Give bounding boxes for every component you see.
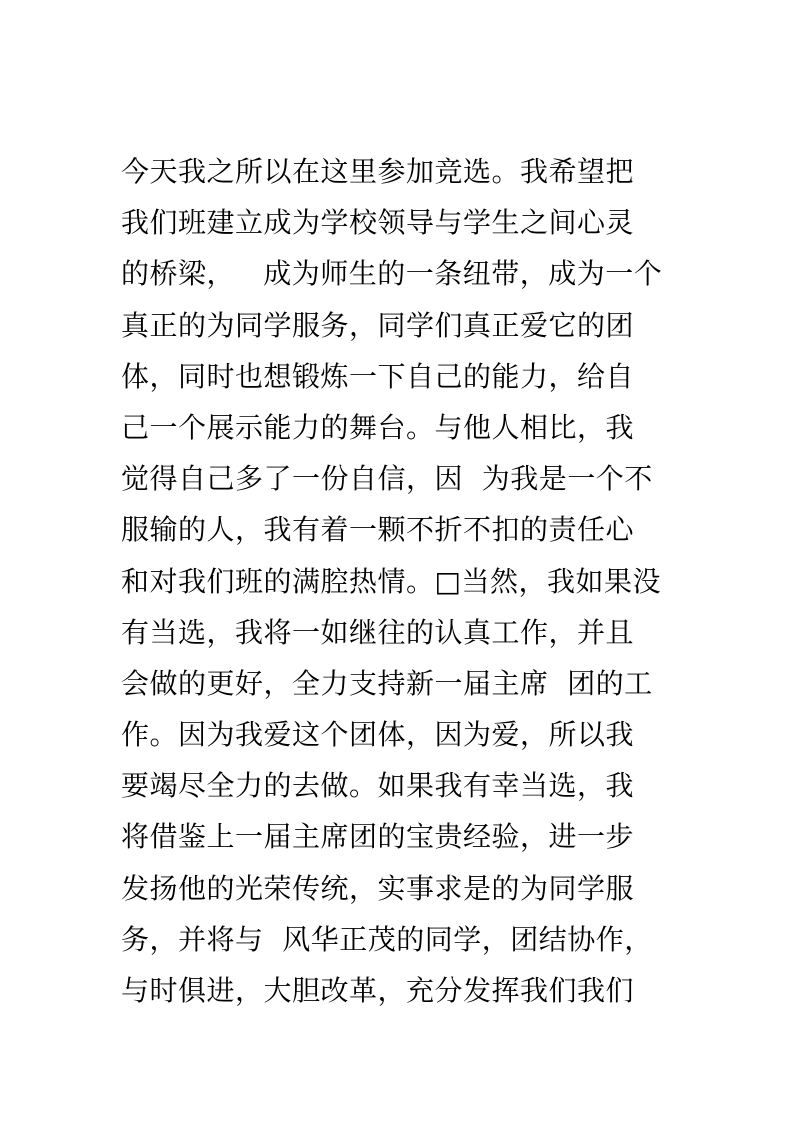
text-line: 将借鉴上一届主席团的宝贵经验，进一步 — [121, 820, 635, 854]
body-text — [121, 150, 681, 1020]
text-line: 和对我们班的满腔热情。□当然，我如果没 — [121, 564, 661, 598]
text-line: 与时俱进，大胆改革，充分发挥我们我们 — [121, 974, 635, 1007]
text-line: 的桥梁， 成为师生的一条纽带，成为一个 — [121, 257, 663, 291]
text-line: 体，同时也想锻炼一下自己的能力，给自 — [121, 359, 635, 393]
text-line: 有当选，我将一如继往的认真工作，并且 — [121, 615, 635, 649]
text-line: 作。因为我爱这个团体，因为爱，所以我 — [121, 718, 635, 752]
text-line: 务，并将与 风华正茂的同学，团结协作， — [121, 922, 653, 956]
text-line: 真正的为同学服务，同学们真正爱它的团 — [121, 308, 635, 342]
text-line: 今天我之所以在这里参加竞选。我希望把 — [121, 155, 635, 188]
text-line: 我们班建立成为学校领导与学生之间心灵 — [121, 206, 635, 240]
text-line: 己一个展示能力的舞台。与他人相比，我 — [121, 410, 635, 444]
text-line: 服输的人，我有着一颗不折不扣的责任心 — [121, 513, 635, 547]
text-line: 发扬他的光荣传统，实事求是的为同学服 — [121, 871, 635, 905]
text-line: 要竭尽全力的去做。如果我有幸当选，我 — [121, 769, 635, 803]
text-line: 觉得自己多了一份自信，因 为我是一个不 — [121, 462, 653, 496]
text-line: 会做的更好，全力支持新一届主席 团的工 — [121, 666, 653, 700]
